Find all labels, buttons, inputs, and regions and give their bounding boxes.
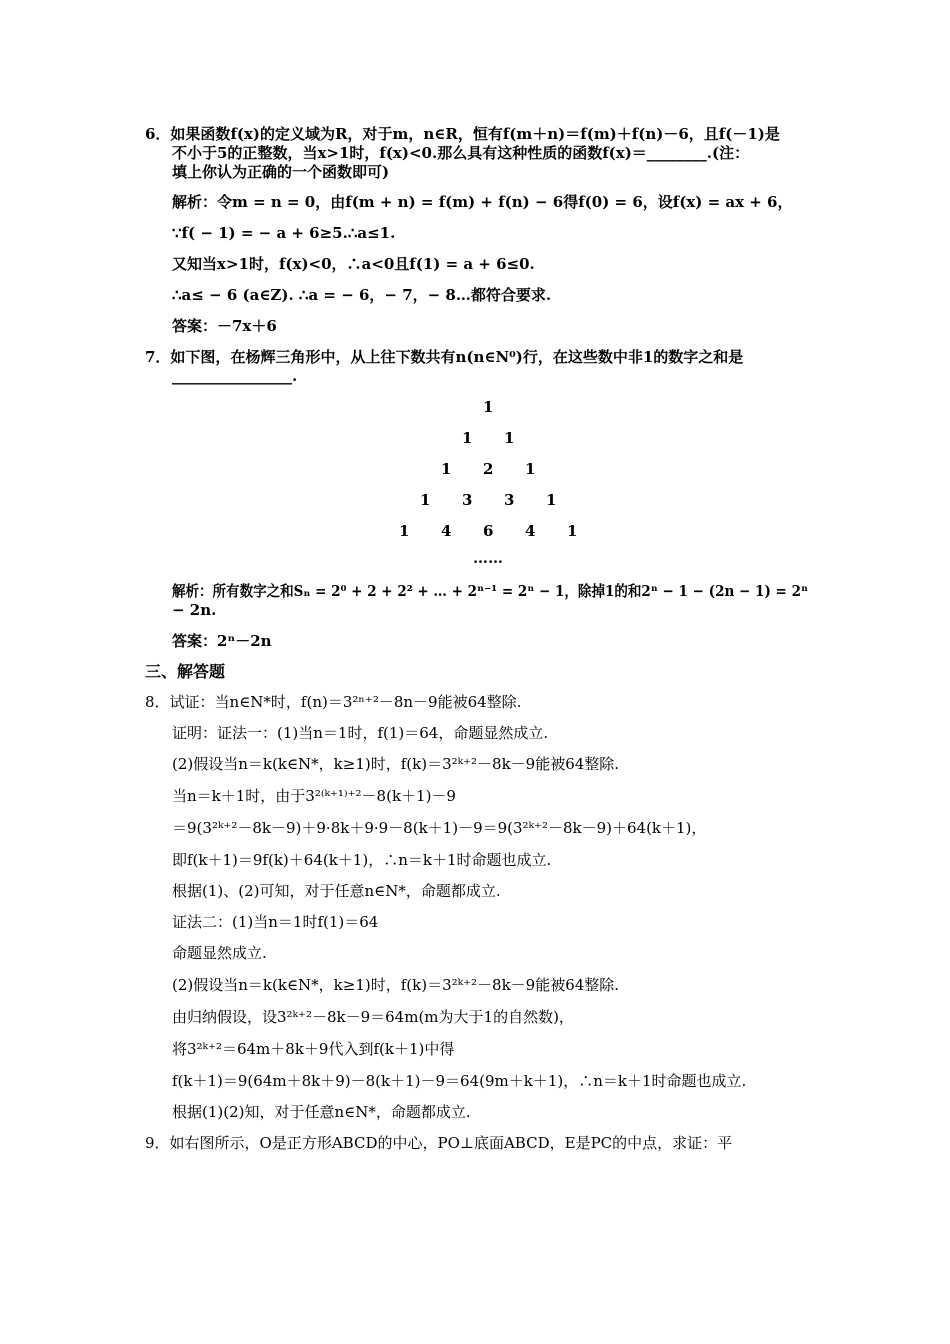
triangle-number: 4 [441, 522, 452, 540]
proof-8-line-8: 命题显然成立. [172, 944, 267, 962]
section-heading: 三、解答题 [145, 662, 226, 681]
solution-6-line-4: ∴a≤ − 6 (a∈Z). ∴a = − 6，− 7，− 8…都符合要求. [172, 286, 552, 304]
answer-7: 答案：2ⁿ－2n [172, 632, 272, 650]
triangle-number: 1 [567, 522, 578, 540]
proof-8-line-9: (2)假设当n＝k(k∈N*，k≥1)时，f(k)＝3²ᵏ⁺²－8k－9能被64整除. [172, 976, 620, 994]
proof-8-line-5: 即f(k＋1)＝9f(k)＋64(k＋1)，∴n＝k＋1时命题也成立. [172, 851, 552, 869]
proof-8-line-7: 证法二：(1)当n＝1时f(1)＝64 [172, 913, 379, 931]
answer-6: 答案：－7x＋6 [172, 317, 277, 335]
proof-8-line-10: 由归纳假设，设3²ᵏ⁺²－8k－9＝64m(m为大于1的自然数)， [172, 1008, 574, 1026]
triangle-number: 1 [441, 460, 452, 478]
solution-6-line-3: 又知当x>1时，f(x)<0，∴a<0且f(1) = a + 6≤0. [172, 255, 535, 273]
triangle-number: 1 [525, 460, 536, 478]
proof-8-line-1: 证明：证法一：(1)当n＝1时，f(1)＝64，命题显然成立. [172, 724, 549, 742]
proof-8-line-4: ＝9(3²ᵏ⁺²－8k－9)＋9·8k＋9·9－8(k＋1)－9＝9(3²ᵏ⁺²－8k－9)＋64(k＋1)， [172, 819, 707, 837]
triangle-number: 1 [462, 429, 473, 447]
problem-7-line-2: ________________. [172, 367, 298, 385]
triangle-number: 4 [525, 522, 536, 540]
problem-6-line-2: 不小于5的正整数，当x>1时，f(x)<0.那么具有这种性质的函数f(x)＝________.(注： [172, 144, 750, 162]
proof-8-line-6: 根据(1)、(2)可知，对于任意n∈N*，命题都成立. [172, 882, 501, 900]
proof-8-line-2: (2)假设当n＝k(k∈N*，k≥1)时，f(k)＝3²ᵏ⁺²－8k－9能被64整除. [172, 755, 620, 773]
triangle-number: 1 [483, 398, 494, 416]
triangle-number: 1 [399, 522, 410, 540]
solution-7-line-2: − 2n. [172, 601, 217, 619]
problem-7-line-1: 7．如下图，在杨辉三角形中，从上往下数共有n(n∈N⁰)行，在这些数中非1的数字之和是 [145, 348, 744, 366]
problem-9: 9．如右图所示，O是正方形ABCD的中心，PO⊥底面ABCD，E是PC的中点，求证：平 [145, 1134, 733, 1152]
solution-6-line-1: 解析：令m = n = 0，由f(m + n) = f(m) + f(n) − 6得f(0) = 6，设f(x) = ax + 6， [172, 193, 793, 211]
problem-8: 8．试证：当n∈N*时，f(n)＝3²ⁿ⁺²－8n－9能被64整除. [145, 693, 522, 711]
triangle-ellipsis: …… [473, 549, 503, 567]
proof-8-line-3: 当n＝k＋1时，由于3²⁽ᵏ⁺¹⁾⁺²－8(k＋1)－9 [172, 787, 456, 805]
problem-6-line-3: 填上你认为正确的一个函数即可) [172, 163, 390, 181]
triangle-number: 6 [483, 522, 494, 540]
problem-6-line-1: 6．如果函数f(x)的定义域为R，对于m，n∈R，恒有f(m＋n)＝f(m)＋f(n)－6，且f(－1)是 [145, 125, 780, 143]
triangle-number: 3 [462, 491, 473, 509]
proof-8-line-11: 将3²ᵏ⁺²＝64m＋8k＋9代入到f(k＋1)中得 [172, 1040, 455, 1058]
triangle-number: 1 [420, 491, 431, 509]
proof-8-line-13: 根据(1)(2)知，对于任意n∈N*，命题都成立. [172, 1103, 471, 1121]
solution-7-line-1: 解析：所有数字之和Sₙ = 2⁰ + 2 + 2² + … + 2ⁿ⁻¹ = 2ⁿ − 1，除掉1的和2ⁿ − 1 − (2n − 1) = 2ⁿ [172, 582, 808, 600]
proof-8-line-12: f(k＋1)＝9(64m＋8k＋9)－8(k＋1)－9＝64(9m＋k＋1)，∴n＝k＋1时命题也成立. [172, 1072, 747, 1090]
triangle-number: 1 [546, 491, 557, 509]
triangle-number: 2 [483, 460, 494, 478]
triangle-number: 1 [504, 429, 515, 447]
triangle-number: 3 [504, 491, 515, 509]
solution-6-line-2: ∵f( − 1) = − a + 6≥5.∴a≤1. [172, 224, 396, 242]
